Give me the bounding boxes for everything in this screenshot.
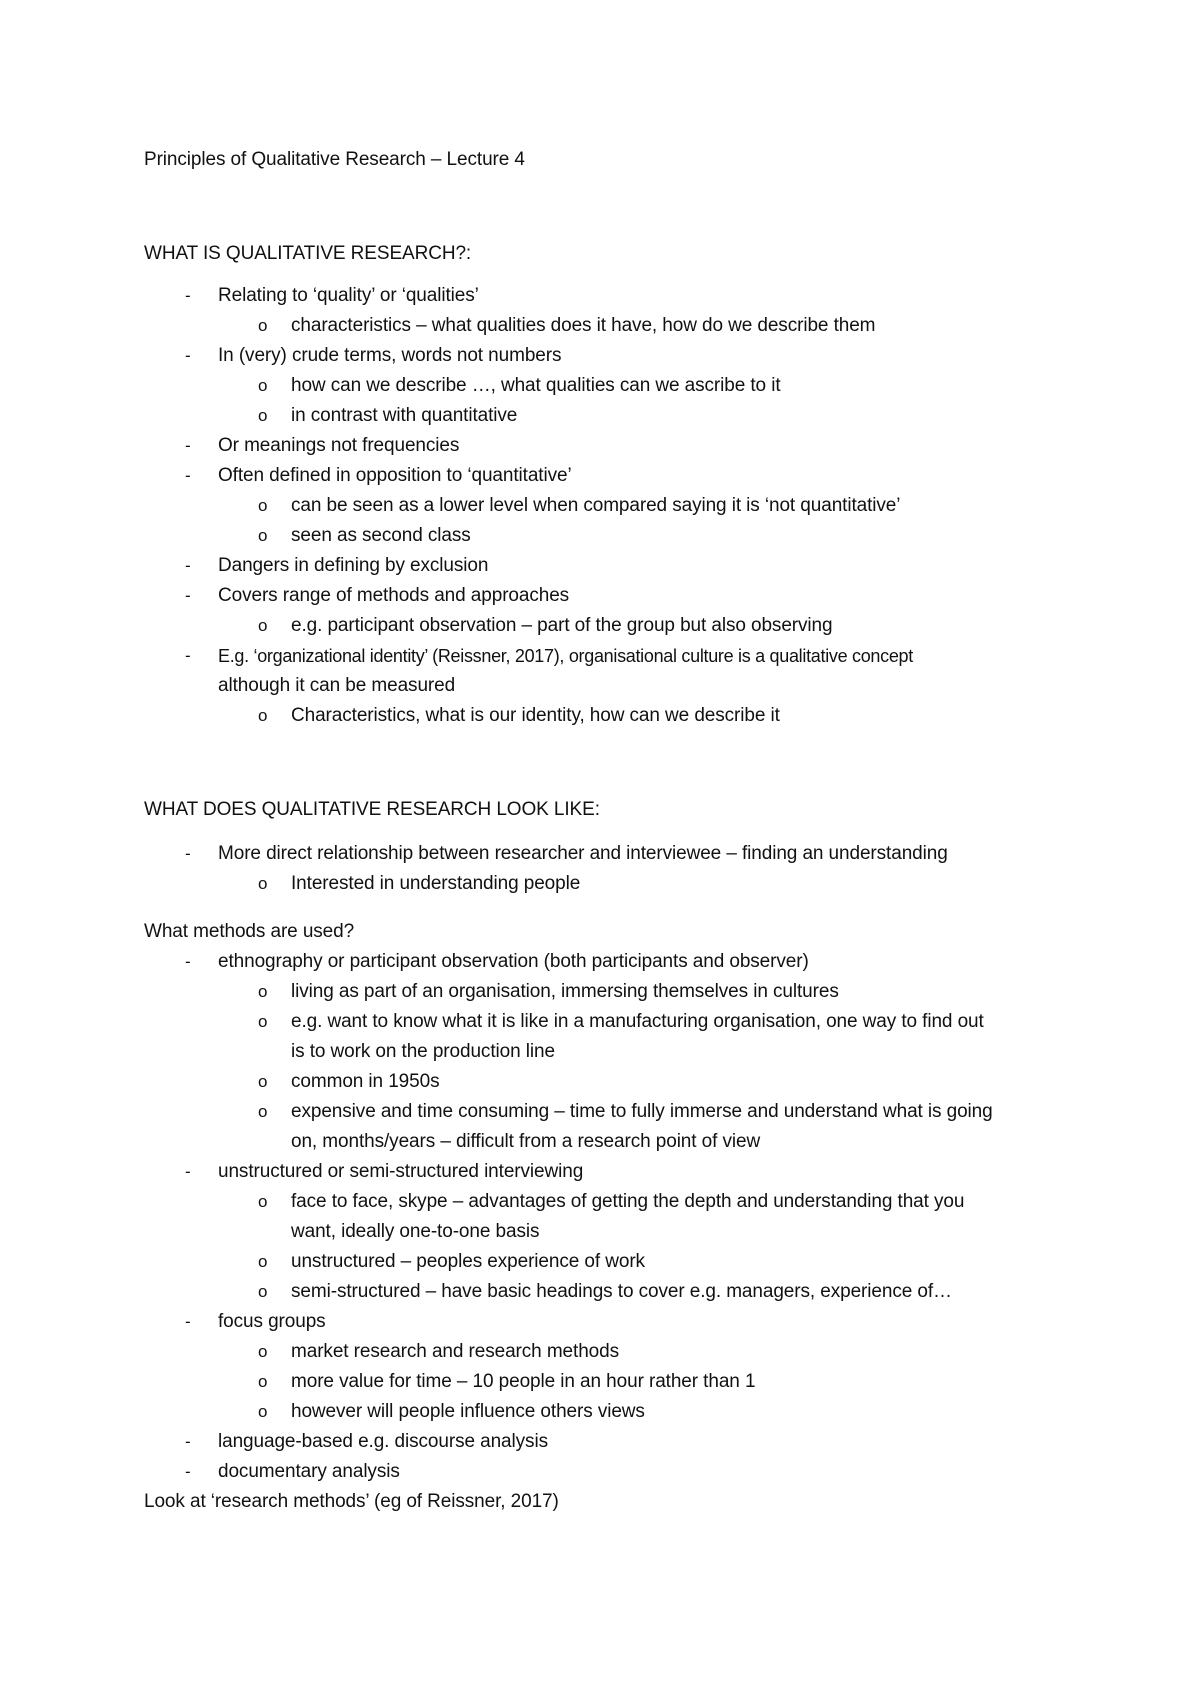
sub-list-item-continuation: on, months/years – difficult from a research point of view [291,1131,761,1152]
bullet-marker: o [258,1252,268,1271]
dash-marker: - [185,556,191,575]
bullet-marker: o [258,1192,268,1211]
bullet-marker: o [258,1282,268,1301]
sub-list-item: common in 1950s [291,1071,440,1092]
bullet-marker: o [258,526,268,545]
list-item: language-based e.g. discourse analysis [218,1431,548,1452]
bullet-marker: o [258,706,268,725]
bullet-marker: o [258,376,268,395]
list-item: Covers range of methods and approaches [218,585,570,606]
dash-marker: - [185,346,191,365]
sub-list-item: unstructured – peoples experience of work [291,1251,645,1272]
list-item: focus groups [218,1311,326,1332]
dash-marker: - [185,436,191,455]
section-heading-look-like: WHAT DOES QUALITATIVE RESEARCH LOOK LIKE: [144,799,600,820]
dash-marker: - [185,1432,191,1451]
sub-list-item: face to face, skype – advantages of getting the depth and understanding that you [291,1191,965,1212]
sub-list-item: seen as second class [291,525,471,546]
sub-list-item: more value for time – 10 people in an hour rather than 1 [291,1371,756,1392]
sub-list-item: can be seen as a lower level when compared saying it is ‘not quantitative’ [291,495,901,516]
dash-marker: - [185,1462,191,1481]
bullet-marker: o [258,1102,268,1121]
bullet-marker: o [258,496,268,515]
sub-list-item: semi-structured – have basic headings to cover e.g. managers, experience of… [291,1281,952,1302]
dash-marker: - [185,646,191,665]
list-item: Often defined in opposition to ‘quantitative’ [218,465,572,486]
dash-marker: - [185,952,191,971]
bullet-marker: o [258,1402,268,1421]
section-heading-what-is: WHAT IS QUALITATIVE RESEARCH?: [144,243,472,264]
bullet-marker: o [258,874,268,893]
list-item: Dangers in defining by exclusion [218,555,489,576]
bullet-marker: o [258,616,268,635]
dash-marker: - [185,466,191,485]
dash-marker: - [185,844,191,863]
bullet-marker: o [258,406,268,425]
sub-list-item: e.g. want to know what it is like in a manufacturing organisation, one way to find out [291,1011,984,1032]
sub-list-item: Interested in understanding people [291,873,581,894]
sub-list-item: how can we describe …, what qualities can we ascribe to it [291,375,781,396]
sub-list-item: in contrast with quantitative [291,405,518,426]
dash-marker: - [185,586,191,605]
bullet-marker: o [258,1072,268,1091]
sub-list-item: expensive and time consuming – time to fully immerse and understand what is going [291,1101,993,1122]
sub-list-item: living as part of an organisation, immersing themselves in cultures [291,981,839,1002]
sub-list-item-continuation: want, ideally one-to-one basis [291,1221,540,1242]
sub-list-item: Characteristics, what is our identity, how can we describe it [291,705,780,726]
sub-list-item: e.g. participant observation – part of the group but also observing [291,615,833,636]
dash-marker: - [185,1162,191,1181]
methods-question: What methods are used? [144,921,355,942]
bullet-marker: o [258,982,268,1001]
document-title: Principles of Qualitative Research – Lecture 4 [144,149,525,170]
bullet-marker: o [258,1012,268,1031]
sub-list-item: market research and research methods [291,1341,620,1362]
list-item: documentary analysis [218,1461,400,1482]
list-item: ethnography or participant observation (both participants and observer) [218,951,809,972]
sub-list-item: however will people influence others views [291,1401,645,1422]
bullet-marker: o [258,316,268,335]
closing-note: Look at ‘research methods’ (eg of Reissner, 2017) [144,1491,559,1512]
bullet-marker: o [258,1372,268,1391]
list-item: Or meanings not frequencies [218,435,460,456]
dash-marker: - [185,1312,191,1331]
bullet-marker: o [258,1342,268,1361]
list-item-continuation: although it can be measured [218,675,456,696]
sub-list-item-continuation: is to work on the production line [291,1041,555,1062]
list-item: unstructured or semi-structured interviewing [218,1161,584,1182]
list-item: In (very) crude terms, words not numbers [218,345,562,366]
list-item: E.g. ‘organizational identity’ (Reissner, 2017), organisational culture is a qualitative concept [218,646,913,666]
dash-marker: - [185,286,191,305]
list-item: More direct relationship between researcher and interviewee – finding an understanding [218,843,948,864]
sub-list-item: characteristics – what qualities does it have, how do we describe them [291,315,876,336]
list-item: Relating to ‘quality’ or ‘qualities’ [218,285,479,306]
